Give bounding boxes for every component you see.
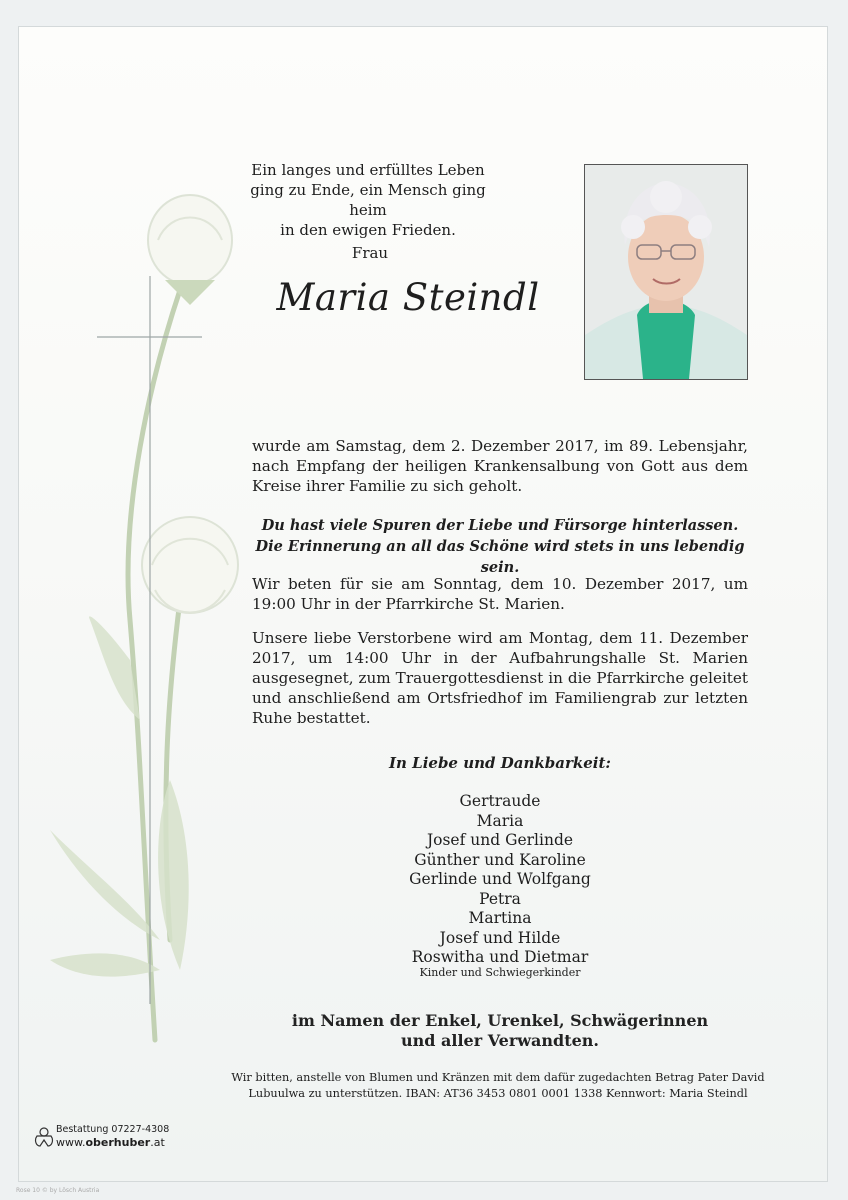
quote-line: Du hast viele Spuren der Liebe und Fürsorge hinterlassen.: [261, 517, 739, 534]
family-line-text: und aller Verwandten.: [400, 1031, 599, 1050]
funeral-home-logo: [34, 1124, 184, 1154]
mourner-item: Günther und Karoline: [414, 850, 586, 869]
intro-line: ging zu Ende, ein Mensch ging heim: [250, 181, 486, 219]
donation-line: Lubuulwa zu unterstützen. IBAN: AT36 3453 0801 0001 1338 Kennwort: Maria Steindl: [248, 1087, 748, 1100]
funeral-home-label-line: [56, 1124, 169, 1135]
intro-line: Ein langes und erfülltes Leben: [251, 161, 485, 179]
portrait-photo: [584, 164, 748, 380]
donation-line: Wir bitten, anstelle von Blumen und Kränzen mit dem dafür zugedachten Betrag Pater David: [231, 1071, 765, 1084]
thanks-heading: In Liebe und Dankbarkeit:: [389, 754, 611, 772]
quote-line: Die Erinnerung an all das Schöne wird stets in uns lebendig sein.: [255, 538, 745, 576]
copyright: Rose 10 © by Lösch Austria: [16, 1187, 100, 1194]
funeral-home-phone: 07227-4308: [111, 1124, 170, 1135]
mourner-item: Josef und Hilde: [439, 928, 561, 947]
portrait-illustration: [585, 165, 747, 379]
angel-icon: [34, 1126, 54, 1150]
deceased-name: Maria Steindl: [276, 276, 540, 319]
funeral-home-web[interactable]: [56, 1136, 165, 1149]
mourner-item: Josef und Gerlinde: [426, 831, 574, 849]
family-line: [250, 1011, 750, 1051]
burial-notice: Unsere liebe Verstorbene wird am Montag, dem 11. Dezember 2017, um 14:00 Uhr in der Aufbahrungshalle St. Marien ausgesegnet, zum Trauergottesdienst in die Pfarrkirche geleitet und anschließend am Ortsfriedhof im Familiengrab zur letzten Ruhe bestattet.: [252, 629, 748, 727]
mourner-item: Martina: [468, 909, 532, 927]
rose-middle: [142, 517, 238, 613]
salutation: Frau: [351, 244, 389, 262]
funeral-home-label: Bestattung: [56, 1124, 109, 1135]
mourner-item: Gertraude: [459, 792, 541, 810]
rose-cross-decoration: [30, 180, 250, 1060]
intro-verse: [238, 160, 498, 240]
death-announcement: wurde am Samstag, dem 2. Dezember 2017, im 89. Lebensjahr, nach Empfang der heiligen Krankensalbung von Gott aus dem Kreise ihrer Familie zu sich geholt.: [252, 437, 748, 495]
mourner-item: Gerlinde und Wolfgang: [409, 870, 591, 888]
prayer-notice: Wir beten für sie am Sonntag, dem 10. Dezember 2017, um 19:00 Uhr in der Pfarrkirche St. Marien.: [252, 575, 748, 613]
donation-note: [200, 1070, 796, 1102]
memorial-quote: [240, 515, 760, 578]
mourner-item: Petra: [479, 889, 521, 908]
rose-leaves: [50, 616, 189, 976]
intro-line: in den ewigen Frieden.: [280, 221, 456, 239]
mourners-caption: Kinder und Schwiegerkinder: [419, 966, 581, 979]
rose-top: [148, 195, 232, 305]
web-prefix: www.: [56, 1136, 86, 1149]
web-name: oberhuber: [85, 1136, 151, 1149]
mourners-list: [330, 792, 670, 968]
family-line-text: im Namen der Enkel, Urenkel, Schwägerinnen: [291, 1011, 709, 1030]
mourner-item: Maria: [476, 811, 524, 830]
mourner-item: Roswitha und Dietmar: [411, 948, 589, 966]
web-suffix: .at: [150, 1136, 165, 1149]
